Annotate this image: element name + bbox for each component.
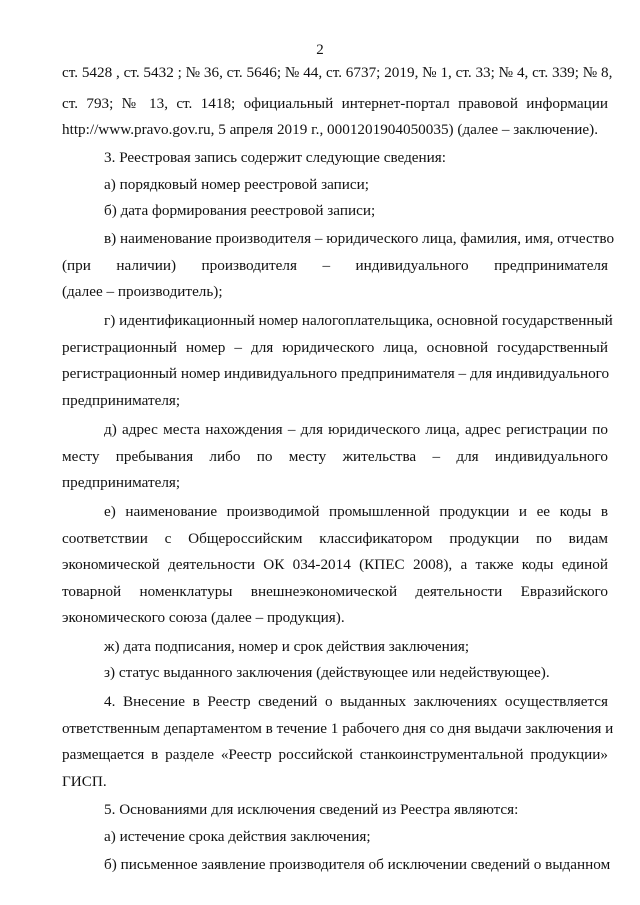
text-line: 4. Внесение в Реестр сведений о выданных заключениях осуществляется: [104, 693, 608, 710]
text-line: экономического союза (далее – продукция).: [62, 609, 345, 626]
text-line: (при наличии) производителя – индивидуального предпринимателя: [62, 257, 608, 274]
text-line: ст. 5428 , ст. 5432 ; № 36, ст. 5646; № 44, ст. 6737; 2019, № 1, ст. 33; № 4, ст. 339; № 8,: [62, 64, 613, 81]
text-line: месту пребывания либо по месту жительства – для индивидуального: [62, 448, 608, 465]
text-line: товарной номенклатуры внешнеэкономической деятельности Евразийского: [62, 583, 608, 600]
text-line: ж) дата подписания, номер и срок действия заключения;: [104, 638, 470, 655]
text-line: экономической деятельности ОК 034-2014 (КПЕС 2008), а также коды единой: [62, 556, 608, 573]
text-line: б) письменное заявление производителя об исключении сведений о выданном: [104, 856, 611, 873]
text-line: а) порядковый номер реестровой записи;: [104, 176, 369, 193]
text-line: б) дата формирования реестровой записи;: [104, 202, 376, 219]
text-line: предпринимателя;: [62, 392, 181, 409]
text-line: 5. Основаниями для исключения сведений из Реестра являются:: [104, 801, 519, 818]
text-line: 3. Реестровая запись содержит следующие сведения:: [104, 149, 446, 166]
text-line: соответствии с Общероссийским классификатором продукции по видам: [62, 530, 608, 547]
text-line: размещается в разделе «Реестр российской станкоинструментальной продукции»: [62, 746, 608, 763]
text-line: регистрационный номер – для юридического лица, основной государственный: [62, 339, 608, 356]
text-line: з) статус выданного заключения (действующее или недействующее).: [104, 664, 550, 681]
text-line: предпринимателя;: [62, 474, 181, 491]
text-line: ГИСП.: [62, 773, 107, 790]
text-line: http://www.pravo.gov.ru, 5 апреля 2019 г., 0001201904050035) (далее – заключение).: [62, 121, 599, 138]
text-line: е) наименование производимой промышленной продукции и ее коды в: [104, 503, 608, 520]
text-line: ответственным департаментом в течение 1 рабочего дня со дня выдачи заключения и: [62, 720, 614, 737]
text-line: а) истечение срока действия заключения;: [104, 828, 371, 845]
text-line: регистрационный номер индивидуального предпринимателя – для индивидуального: [62, 365, 610, 382]
text-line: г) идентификационный номер налогоплательщика, основной государственный: [104, 312, 613, 329]
text-line: в) наименование производителя – юридического лица, фамилия, имя, отчество: [104, 230, 615, 247]
text-line: ст. 793; № 13, ст. 1418; официальный интернет-портал правовой информации: [62, 95, 608, 112]
page-number: 2: [316, 42, 324, 58]
text-line: (далее – производитель);: [62, 283, 223, 300]
text-line: д) адрес места нахождения – для юридического лица, адрес регистрации по: [104, 421, 608, 438]
